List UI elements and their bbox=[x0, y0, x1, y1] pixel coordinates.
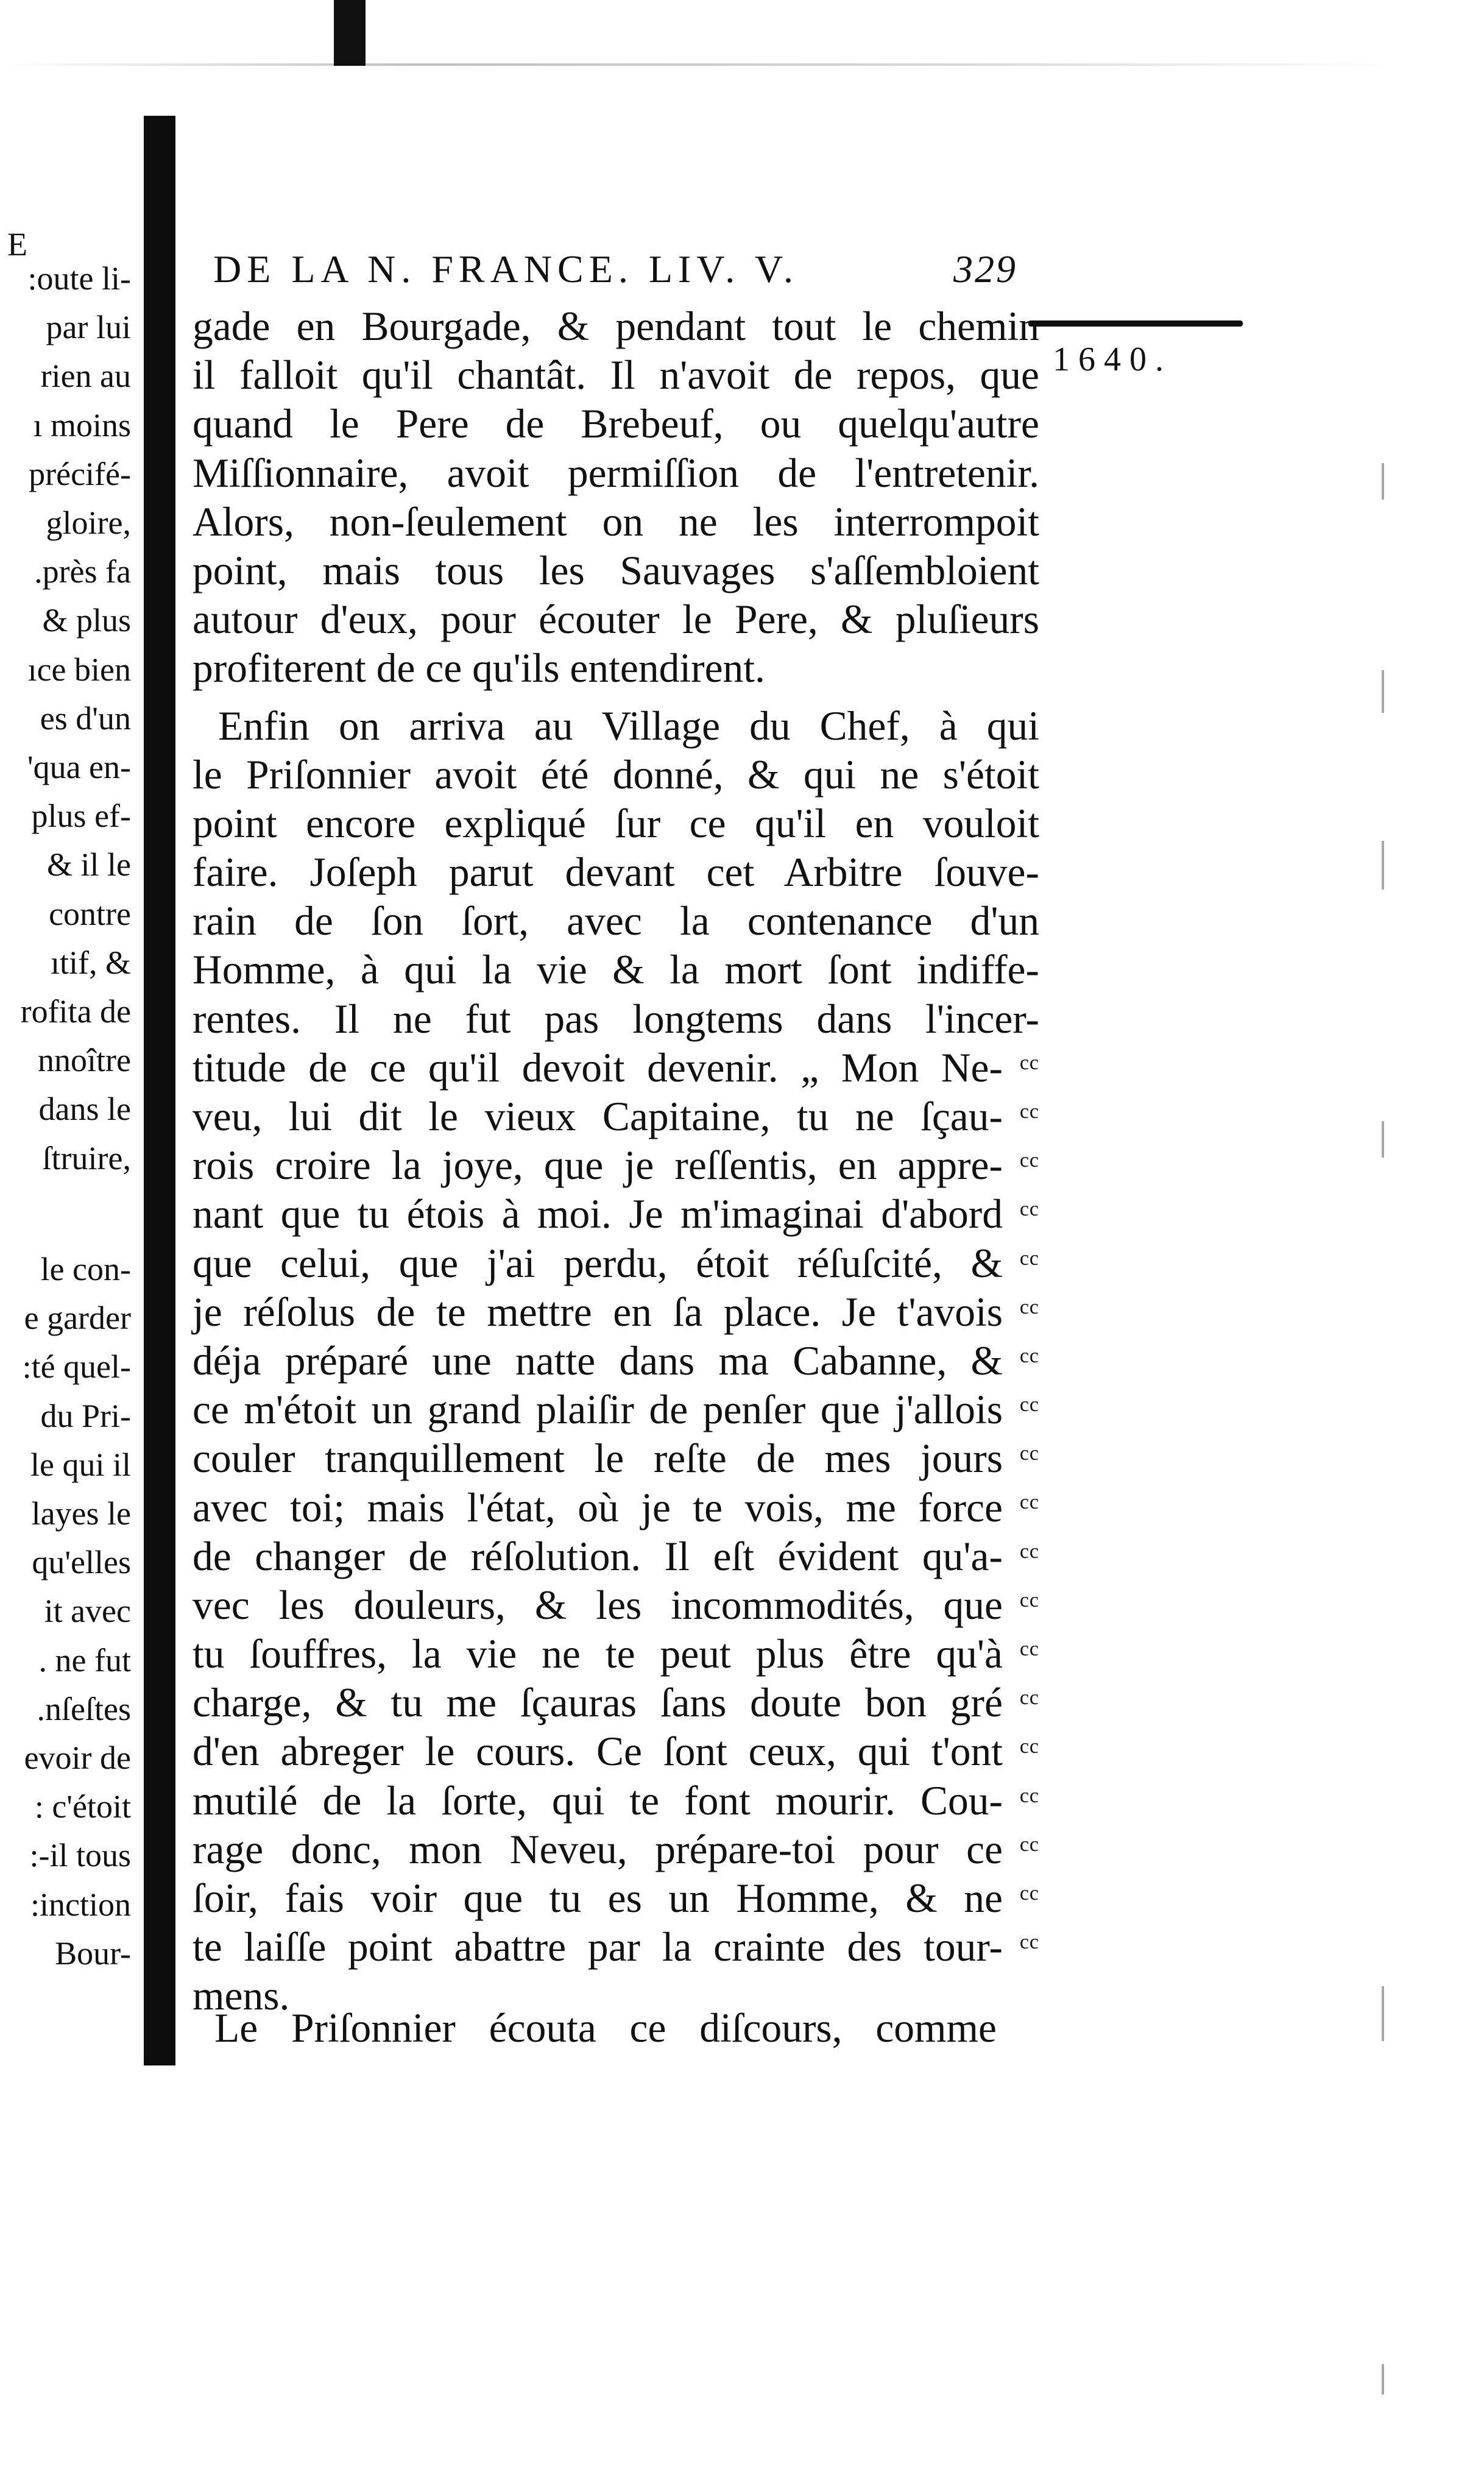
quotation-marker: cc bbox=[1019, 1295, 1039, 1318]
text-line-content: tu ſouffres, la vie ne te peut plus être qu'à bbox=[193, 1631, 1003, 1677]
body-text bbox=[193, 302, 1039, 2021]
text-line-content: Enfin on arriva au Village du Chef, à qui bbox=[218, 703, 1039, 749]
quotation-marker: cc bbox=[1019, 1149, 1039, 1172]
text-line bbox=[193, 1679, 1039, 1727]
text-line-content: mutilé de la ſorte, qui te font mourir. Cou- bbox=[193, 1777, 1003, 1824]
facing-page-line: .près fa bbox=[34, 553, 131, 590]
facing-page-line: qu'elles bbox=[32, 1544, 131, 1581]
facing-page-line: es d'un bbox=[40, 699, 131, 737]
quotation-marker: cc bbox=[1019, 1100, 1039, 1123]
margin-rule bbox=[1028, 320, 1243, 327]
text-line bbox=[193, 1727, 1039, 1776]
facing-page-line: ıce bien bbox=[27, 651, 131, 688]
text-line-content: rage donc, mon Neveu, prépare-toi pour ce bbox=[193, 1826, 1003, 1872]
facing-page-line: 'qua en- bbox=[27, 749, 131, 785]
quotation-marker: cc bbox=[1019, 1686, 1039, 1710]
text-line bbox=[193, 1923, 1039, 1972]
text-line-content: ce m'étoit un grand plaiſir de penſer que j'allois bbox=[193, 1387, 1003, 1433]
text-line-content: vec les douleurs, & les incommodités, que bbox=[193, 1582, 1003, 1628]
facing-page-line: le qui il bbox=[30, 1446, 131, 1483]
margin-speck bbox=[1382, 1121, 1384, 1158]
text-line bbox=[193, 1141, 1039, 1190]
paragraph-3-first-line: Le Priſonnier écouta ce diſcours, comme bbox=[214, 2005, 997, 2051]
text-line-content: faire. Joſeph parut devant cet Arbitre ſouve- bbox=[193, 849, 1039, 896]
text-line: profiterent de ce qu'ils entendirent. bbox=[193, 645, 765, 692]
quotation-marker: cc bbox=[1019, 1833, 1039, 1856]
text-line-content: point encore expliqué ſur ce qu'il en vouloit bbox=[193, 800, 1039, 846]
quotation-marker: cc bbox=[1019, 1247, 1039, 1270]
text-line-content: rois croire la joye, que je reſſentis, en appre- bbox=[193, 1142, 1003, 1189]
facing-page-line: rofita de bbox=[20, 993, 131, 1030]
facing-page-line: dans le bbox=[38, 1091, 131, 1128]
facing-page-line: evoir de bbox=[24, 1740, 131, 1776]
text-line-content: charge, & tu me ſçauras ſans doute bon gré bbox=[193, 1680, 1003, 1726]
text-line bbox=[193, 1190, 1039, 1239]
text-line-content: de changer de réſolution. Il eſt évident qu'a- bbox=[193, 1533, 1003, 1579]
running-header bbox=[213, 247, 1030, 298]
text-line bbox=[193, 1386, 1039, 1434]
text-line bbox=[193, 1484, 1039, 1532]
text-line-content: rentes. Il ne fut pas longtems dans l'incer- bbox=[193, 996, 1039, 1042]
text-line bbox=[193, 1581, 1039, 1630]
text-line: gade en Bourgade, & pendant tout le chemin bbox=[193, 303, 1039, 349]
quotation-marker: cc bbox=[1019, 1638, 1039, 1661]
text-line-content: nant que tu étois à moi. Je m'imaginai d'abord bbox=[193, 1191, 1003, 1237]
text-line: autour d'eux, pour écouter le Pere, & pluſieurs bbox=[193, 596, 1039, 643]
text-line-content: le Priſonnier avoit été donné, & qui ne s'étoit bbox=[193, 751, 1039, 798]
margin-speck bbox=[1382, 1986, 1384, 2041]
facing-page-line: Bour- bbox=[55, 1934, 131, 1972]
text-line: Miſſionnaire, avoit permiſſion de l'entretenir. bbox=[193, 450, 1039, 496]
quotation-marker: cc bbox=[1019, 1344, 1039, 1367]
facing-page-line: it avec bbox=[44, 1593, 131, 1630]
text-line-content: rain de ſon ſort, avec la contenance d'un bbox=[193, 898, 1039, 944]
text-line bbox=[193, 995, 1039, 1044]
facing-page-line: contre bbox=[49, 895, 131, 932]
facing-page-line: :inction bbox=[30, 1886, 131, 1923]
running-header-title: DE LA N. FRANCE. LIV. V. bbox=[213, 247, 799, 291]
quotation-marker: cc bbox=[1019, 1393, 1039, 1417]
facing-page-line: nnoître bbox=[38, 1042, 131, 1079]
text-line: quand le Pere de Brebeuf, ou quelqu'autre bbox=[193, 401, 1039, 447]
text-line bbox=[193, 1337, 1039, 1386]
facing-page-line: .nſeſtes bbox=[37, 1690, 131, 1727]
margin-speck bbox=[1382, 2364, 1384, 2394]
quotation-marker: cc bbox=[1019, 1198, 1039, 1221]
facing-page-line: :oute li- bbox=[27, 260, 131, 297]
text-line-content: te laiſſe point abattre par la crainte des tour- bbox=[193, 1924, 1003, 1970]
text-line bbox=[193, 1092, 1039, 1141]
text-line-content: que celui, que j'ai perdu, étoit réſuſcité, & bbox=[193, 1240, 1003, 1286]
facing-page-line: e garder bbox=[24, 1300, 131, 1337]
text-line bbox=[193, 702, 1039, 751]
margin-speck bbox=[1382, 670, 1384, 713]
text-line-content: ſoir, fais voir que tu es un Homme, & ne bbox=[193, 1875, 1003, 1921]
facing-page-line: précifé- bbox=[29, 455, 131, 492]
text-line bbox=[193, 1874, 1039, 1923]
text-line bbox=[193, 848, 1039, 897]
gutter-shadow bbox=[144, 116, 175, 2065]
quotation-marker: cc bbox=[1019, 1540, 1039, 1563]
text-line-content: je réſolus de te mettre en ſa place. Je t'avois bbox=[193, 1289, 1003, 1335]
text-line: il falloit qu'il chantât. Il n'avoit de repos, que bbox=[193, 352, 1039, 398]
facing-page-line: rien au bbox=[40, 358, 131, 395]
facing-page-line: gloire, bbox=[46, 504, 131, 541]
scan-tab-mark bbox=[334, 0, 366, 66]
text-line-content: avec toi; mais l'état, où je te vois, me force bbox=[193, 1484, 1003, 1531]
text-line bbox=[193, 1434, 1039, 1483]
text-line bbox=[193, 1532, 1039, 1581]
text-line bbox=[193, 1777, 1039, 1825]
text-line-content: titude de ce qu'il devoit devenir. „ Mon Ne- bbox=[193, 1044, 1003, 1091]
page-number: 329 bbox=[953, 247, 1017, 291]
quotation-marker: cc bbox=[1019, 1491, 1039, 1514]
paragraph-gap bbox=[193, 693, 1039, 702]
text-line bbox=[193, 1825, 1039, 1874]
facing-page-line: plus ef- bbox=[31, 798, 131, 835]
facing-page-header-letter: E bbox=[7, 226, 29, 263]
text-line-content: mens. bbox=[193, 1973, 290, 2019]
text-line bbox=[193, 897, 1039, 946]
facing-page-line: : c'étoit bbox=[34, 1788, 131, 1825]
facing-page-line: :té quel- bbox=[22, 1348, 131, 1386]
facing-page-line: & plus bbox=[42, 602, 131, 639]
scan-edge-line bbox=[0, 63, 1401, 66]
facing-page-line: ıtif, & bbox=[51, 944, 131, 981]
quotation-marker: cc bbox=[1019, 1881, 1039, 1905]
text-line bbox=[193, 1044, 1039, 1092]
facing-page-line: le con- bbox=[40, 1251, 131, 1287]
margin-speck bbox=[1382, 841, 1384, 890]
facing-page-line: du Pri- bbox=[40, 1397, 131, 1434]
quotation-marker: cc bbox=[1019, 1588, 1039, 1612]
text-line-content: d'en abreger le cours. Ce ſont ceux, qui t'ont bbox=[193, 1729, 1003, 1775]
facing-page-line: . ne fut bbox=[38, 1641, 131, 1679]
quotation-marker: cc bbox=[1019, 1735, 1039, 1758]
margin-year-note: 1640. bbox=[1053, 341, 1172, 378]
text-line bbox=[193, 1288, 1039, 1337]
text-line bbox=[193, 1630, 1039, 1679]
text-line: point, mais tous les Sauvages s'aſſembloient bbox=[193, 547, 1039, 593]
quotation-marker: cc bbox=[1019, 1931, 1039, 1954]
text-line-content: veu, lui dit le vieux Capitaine, tu ne ſçau- bbox=[193, 1094, 1003, 1139]
margin-speck bbox=[1382, 463, 1384, 500]
facing-page-line: ſtruire, bbox=[42, 1139, 131, 1177]
text-line-content: déja préparé une natte dans ma Cabanne, & bbox=[193, 1337, 1003, 1384]
facing-page-line: :-il tous bbox=[29, 1837, 131, 1874]
text-line: Alors, non-ſeulement on ne les interrompoit bbox=[193, 498, 1039, 545]
text-line-content: couler tranquillement le reſte de mes jours bbox=[193, 1435, 1003, 1482]
facing-page-line: par lui bbox=[46, 309, 131, 346]
text-line bbox=[193, 946, 1039, 994]
text-line bbox=[193, 751, 1039, 799]
text-line bbox=[193, 1239, 1039, 1288]
text-line-content: Homme, à qui la vie & la mort ſont indiffe- bbox=[193, 947, 1039, 993]
facing-page-line: ı moins bbox=[33, 406, 131, 444]
text-line bbox=[193, 799, 1039, 848]
facing-page-line: layes le bbox=[31, 1495, 131, 1532]
facing-page-line: & il le bbox=[47, 846, 131, 883]
quotation-marker: cc bbox=[1019, 1442, 1039, 1465]
quotation-marker: cc bbox=[1019, 1784, 1039, 1807]
quotation-marker: cc bbox=[1019, 1051, 1039, 1074]
